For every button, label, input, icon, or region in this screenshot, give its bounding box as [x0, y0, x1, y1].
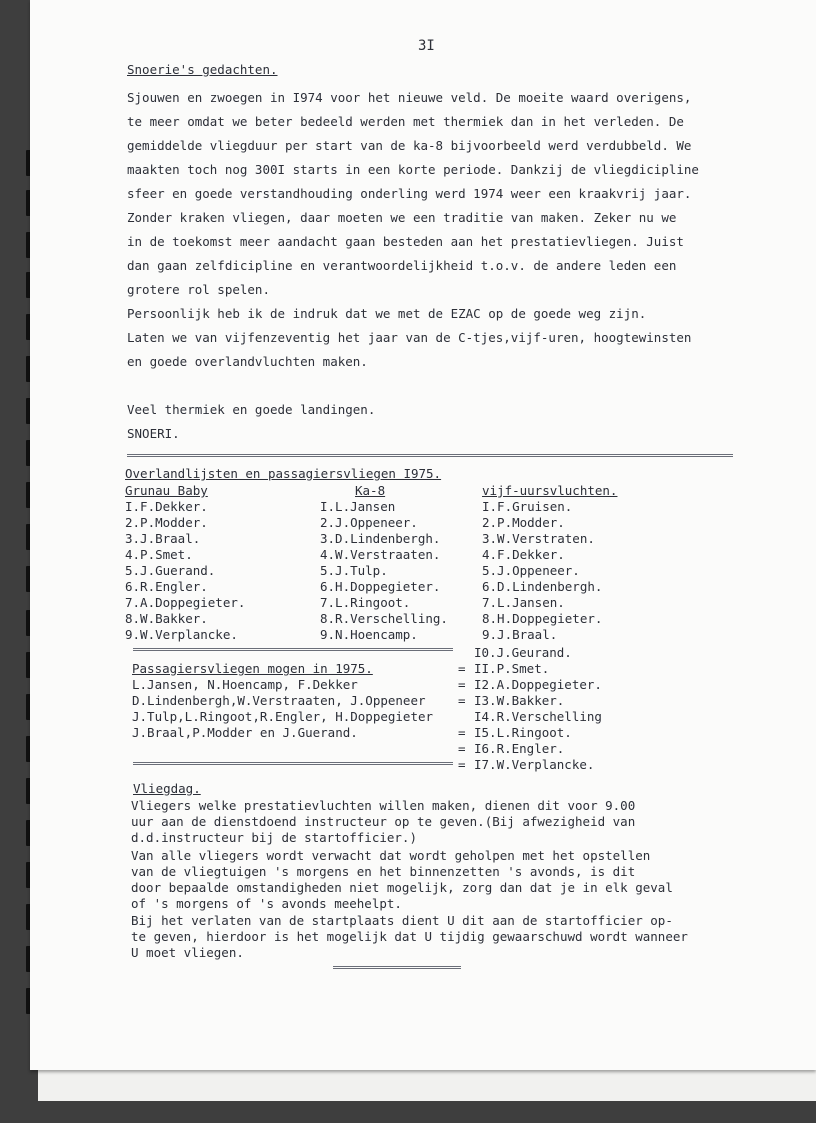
list-item: I0.J.Geurand.	[474, 645, 572, 660]
essay-line: Sjouwen en zwoegen in I974 voor het nieuwe veld. De moeite waard overigens,	[127, 90, 692, 105]
passengers-line: J.Braal,P.Modder en J.Guerand.	[132, 725, 358, 740]
list-item: 7.L.Jansen.	[482, 595, 565, 610]
overland-heading: Overlandlijsten en passagiersvliegen I975.	[125, 466, 442, 481]
vliegdag-line: van de vliegtuigen 's morgens en het binnenzetten 's avonds, is dit	[131, 864, 636, 879]
essay-signature: SNOERI.	[127, 426, 180, 441]
equals-mark: =	[458, 661, 466, 676]
essay-line: maakten toch nog 300I starts in een korte periode. Dankzij de vliegdicipline	[127, 162, 699, 177]
separator-rule	[133, 762, 453, 765]
list-item: I4.R.Verschelling	[474, 709, 602, 724]
vliegdag-line: Van alle vliegers wordt verwacht dat wordt geholpen met het opstellen	[131, 848, 651, 863]
vliegdag-line: d.d.instructeur bij de startofficier.)	[131, 830, 417, 845]
equals-mark: =	[458, 677, 466, 692]
essay-line: en goede overlandvluchten maken.	[127, 354, 368, 369]
essay-line: te meer omdat we beter bedeeld werden met thermiek dan in het verleden. De	[127, 114, 684, 129]
list-item: I.L.Jansen	[320, 499, 396, 514]
list-item: 4.F.Dekker.	[482, 547, 565, 562]
list-item: I.F.Dekker.	[125, 499, 208, 514]
list-item: 9.J.Braal.	[482, 627, 558, 642]
essay-line: Laten we van vijfenzeventig het jaar van de C-tjes,vijf-uren, hoogtewinsten	[127, 330, 692, 345]
list-item: I3.W.Bakker.	[474, 693, 565, 708]
list-item: 7.A.Doppegieter.	[125, 595, 246, 610]
column-header-five-hour: vijf-uursvluchten.	[482, 483, 618, 498]
page-number: 3I	[418, 38, 435, 54]
equals-mark: =	[458, 757, 466, 772]
vliegdag-line: of 's morgens of 's avonds meehelpt.	[131, 896, 402, 911]
list-item: 8.H.Doppegieter.	[482, 611, 603, 626]
column-header-grunau-baby: Grunau Baby	[125, 483, 208, 498]
list-item: I6.R.Engler.	[474, 741, 565, 756]
list-item: 5.J.Guerand.	[125, 563, 216, 578]
list-item: 6.H.Doppegieter.	[320, 579, 441, 594]
list-item: I5.L.Ringoot.	[474, 725, 572, 740]
passengers-line: D.Lindenbergh,W.Verstraaten, J.Oppeneer	[132, 693, 426, 708]
passengers-line: J.Tulp,L.Ringoot,R.Engler, H.Doppegieter	[132, 709, 434, 724]
list-item: II.P.Smet.	[474, 661, 550, 676]
essay-line: gemiddelde vliegduur per start van de ka-8 bijvoorbeeld werd verdubbeld. We	[127, 138, 692, 153]
essay-title: Snoerie's gedachten.	[127, 62, 278, 77]
list-item: 8.W.Bakker.	[125, 611, 208, 626]
list-item: 5.J.Tulp.	[320, 563, 388, 578]
equals-mark: =	[458, 725, 466, 740]
essay-closing: Veel thermiek en goede landingen.	[127, 402, 376, 417]
vliegdag-line: te geven, hierdoor is het mogelijk dat U tijdig gewaarschuwd wordt wanneer	[131, 929, 688, 944]
list-item: 4.W.Verstraaten.	[320, 547, 441, 562]
essay-line: dan gaan zelfdicipline en verantwoordelijkheid t.o.v. de andere leden een	[127, 258, 677, 273]
list-item: 2.P.Modder.	[125, 515, 208, 530]
passengers-heading: Passagiersvliegen mogen in 1975.	[132, 661, 373, 676]
list-item: 6.D.Lindenbergh.	[482, 579, 603, 594]
equals-mark: =	[458, 741, 466, 756]
essay-line: in de toekomst meer aandacht gaan besteden aan het prestatievliegen. Juist	[127, 234, 684, 249]
end-rule	[333, 966, 461, 969]
list-item: 9.N.Hoencamp.	[320, 627, 418, 642]
list-item: 2.P.Modder.	[482, 515, 565, 530]
list-item: I2.A.Doppegieter.	[474, 677, 602, 692]
vliegdag-line: uur aan de dienstdoend instructeur op te geven.(Bij afwezigheid van	[131, 814, 636, 829]
vliegdag-line: Bij het verlaten van de startplaats dient U dit aan de startofficier op-	[131, 913, 673, 928]
list-item: 6.R.Engler.	[125, 579, 208, 594]
list-item: I.F.Gruisen.	[482, 499, 573, 514]
separator-rule	[127, 454, 733, 457]
vliegdag-heading: Vliegdag.	[133, 781, 201, 796]
essay-line: sfeer en goede verstandhouding onderling werd 1974 weer een kraakvrij jaar.	[127, 186, 692, 201]
list-item: 7.L.Ringoot.	[320, 595, 411, 610]
vliegdag-line: Vliegers welke prestatievluchten willen maken, dienen dit voor 9.00	[131, 798, 636, 813]
essay-line: grotere rol spelen.	[127, 282, 270, 297]
list-item: 3.J.Braal.	[125, 531, 201, 546]
passengers-line: L.Jansen, N.Hoencamp, F.Dekker	[132, 677, 358, 692]
list-item: 4.P.Smet.	[125, 547, 193, 562]
list-item: 5.J.Oppeneer.	[482, 563, 580, 578]
column-header-ka8: Ka-8	[355, 483, 386, 498]
vliegdag-line: U moet vliegen.	[131, 945, 244, 960]
essay-line: Zonder kraken vliegen, daar moeten we een traditie van maken. Zeker nu we	[127, 210, 677, 225]
list-item: 8.R.Verschelling.	[320, 611, 448, 626]
separator-rule	[133, 648, 453, 651]
list-item: 2.J.Oppeneer.	[320, 515, 418, 530]
list-item: I7.W.Verplancke.	[474, 757, 595, 772]
list-item: 9.W.Verplancke.	[125, 627, 238, 642]
equals-mark: =	[458, 693, 466, 708]
list-item: 3.D.Lindenbergh.	[320, 531, 441, 546]
vliegdag-line: door bepaalde omstandigheden niet mogelijk, zorg dan dat je in elk geval	[131, 880, 673, 895]
essay-line: Persoonlijk heb ik de indruk dat we met de EZAC op de goede weg zijn.	[127, 306, 647, 321]
list-item: 3.W.Verstraten.	[482, 531, 595, 546]
